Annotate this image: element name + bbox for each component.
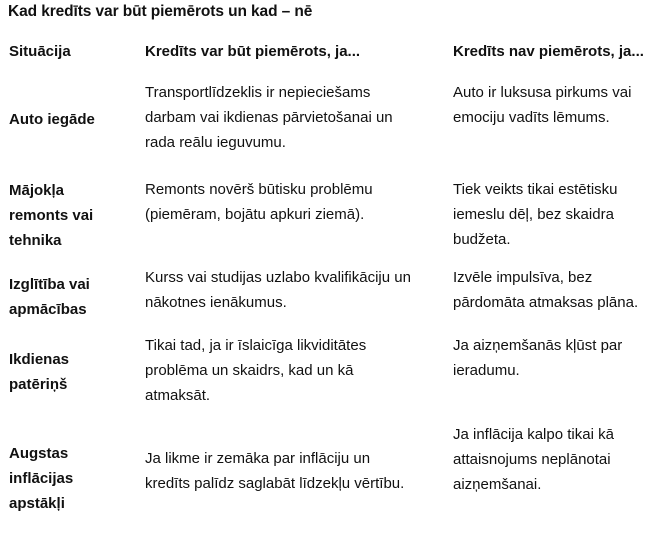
cell-not-suitable [445,263,672,331]
cell-line: atmaksāt. [145,387,211,404]
cell-suitable [136,168,445,263]
header-suitable: Kredīts var būt piemērots, ja... [145,42,361,60]
cell-suitable [136,70,445,168]
cell-line: problēma un skaidrs, kad un kā [145,362,354,379]
cell-situation [0,263,136,331]
cell-line: rada reālu ieguvumu. [145,134,286,151]
cell-line: apstākļi [9,494,65,512]
cell-line: Izglītība vai [9,276,90,293]
table-header-row [0,32,672,70]
table-row [0,168,672,263]
cell-line: darbam vai ikdienas pārvietošanai un [145,109,393,126]
cell-line: Auto ir luksusa pirkums vai [453,84,632,101]
cell-line: (piemēram, bojātu apkuri ziemā). [145,206,365,223]
cell-line: Kurss vai studijas uzlabo kvalifikāciju un [145,269,411,286]
cell-situation [0,331,136,413]
cell-line: Tiek veikts tikai estētisku [453,181,618,198]
cell-suitable [136,331,445,413]
cell-line: Auto iegāde [9,110,95,128]
cell-not-suitable [445,413,672,543]
cell-line: Tikai tad, ja ir īslaicīga likviditātes [145,337,367,354]
cell-line: apmācības [9,301,87,318]
table-row [0,70,672,168]
cell-line: pārdomāta atmaksas plāna. [453,294,639,311]
cell-suitable [136,263,445,331]
cell-line: inflācijas [9,469,74,487]
cell-line: budžeta. [453,231,511,248]
cell-situation [0,168,136,263]
table-row [0,413,672,543]
cell-not-suitable [445,70,672,168]
header-situation: Situācija [9,42,71,60]
table-row [0,331,672,413]
cell-line: tehnika [9,232,62,249]
cell-line: kredīts palīdz saglabāt līdzekļu vērtību. [145,475,405,492]
cell-line: Ikdienas [9,351,70,368]
cell-line: attaisnojums neplānotai [453,451,611,468]
cell-line: Ja inflācija kalpo tikai kā [453,426,614,443]
table-row [0,263,672,331]
cell-suitable [136,413,445,543]
cell-not-suitable [445,331,672,413]
page-title: Kad kredīts var būt piemērots un kad – nē [8,3,313,20]
cell-line: aizņemšanai. [453,476,542,493]
credit-suitability-table [0,32,672,543]
cell-line: nākotnes ienākumus. [145,294,287,311]
cell-line: Izvēle impulsīva, bez [453,269,593,286]
cell-line: emociju vadīts lēmums. [453,109,610,126]
cell-not-suitable [445,168,672,263]
cell-line: ieradumu. [453,362,520,379]
header-not-suitable: Kredīts nav piemērots, ja... [453,42,644,60]
cell-line: patēriņš [9,376,68,393]
cell-line: Ja likme ir zemāka par inflāciju un [145,450,371,467]
cell-line: Ja aizņemšanās kļūst par [453,337,623,354]
cell-line: Remonts novērš būtisku problēmu [145,181,373,198]
cell-situation [0,413,136,543]
cell-line: remonts vai [9,207,94,224]
cell-line: Augstas [9,444,69,462]
cell-line: iemeslu dēļ, bez skaidra [453,206,614,223]
cell-situation [0,70,136,168]
cell-line: Transportlīdzeklis ir nepieciešams [145,84,371,101]
cell-line: Mājokļa [9,182,65,199]
